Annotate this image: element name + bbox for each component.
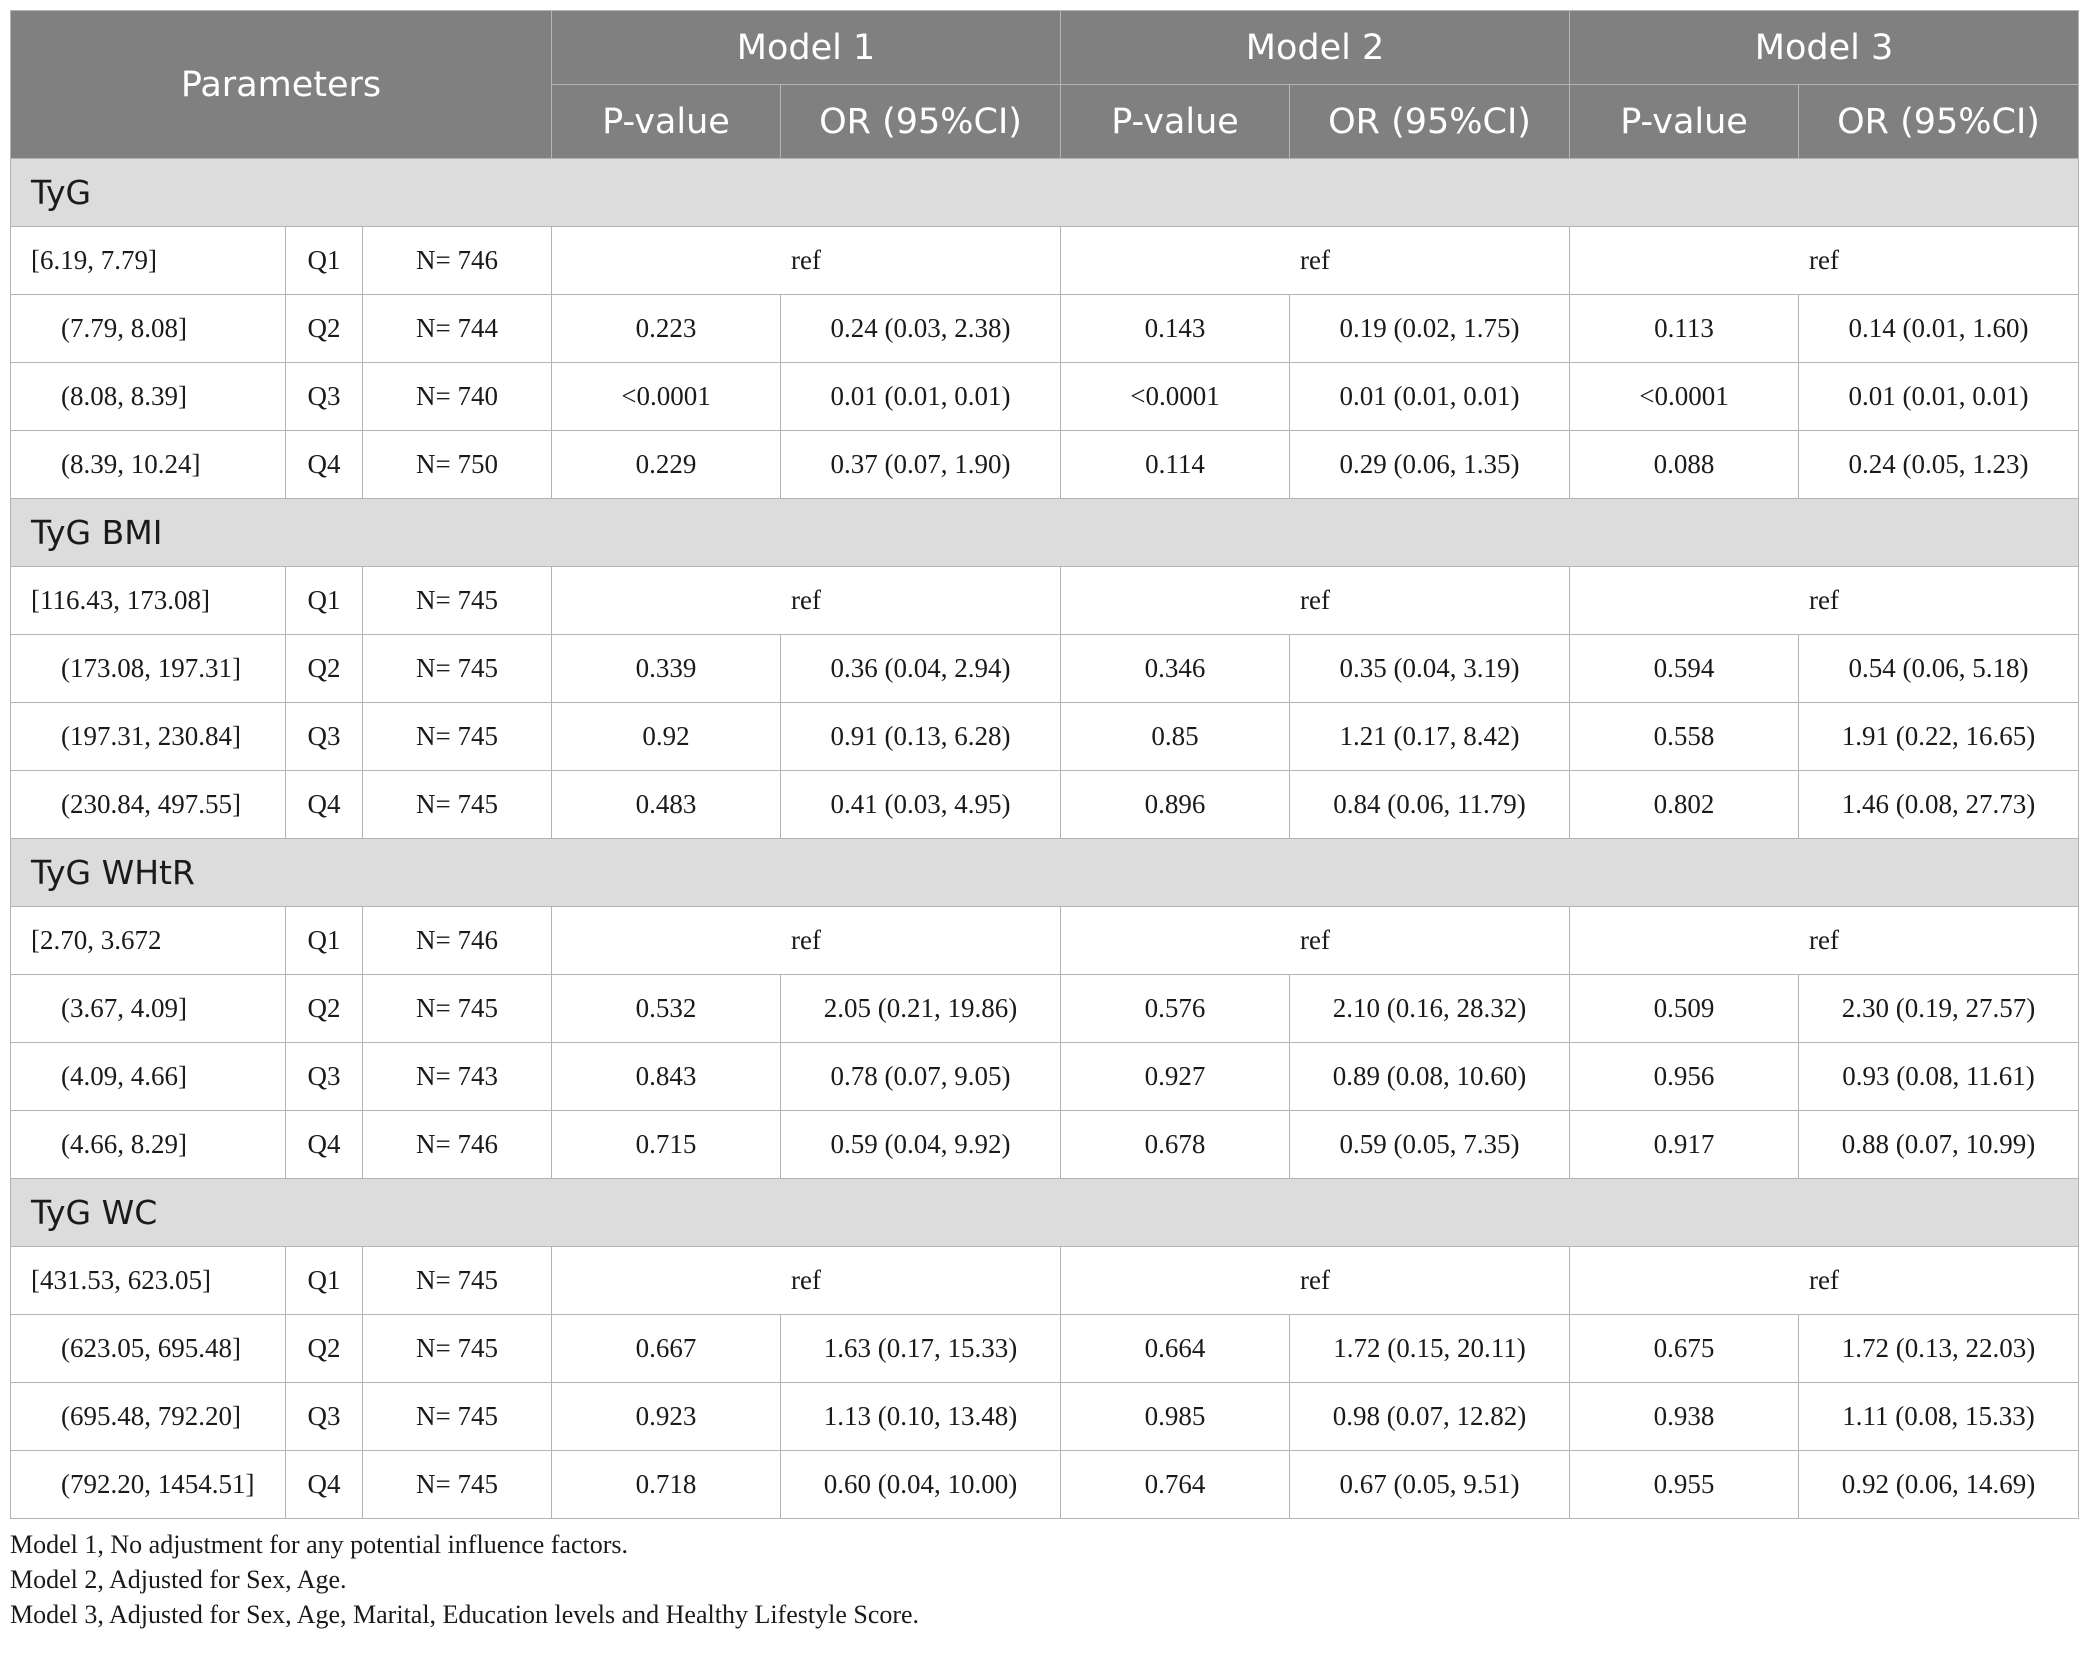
p-value-cell: 0.143 — [1061, 295, 1290, 363]
n-cell: N= 740 — [363, 363, 552, 431]
p-value-cell: 0.223 — [552, 295, 781, 363]
table-row — [11, 227, 2079, 295]
p-value-cell: 0.346 — [1061, 635, 1290, 703]
quartile-cell: Q1 — [286, 1247, 363, 1315]
p-value-cell: 0.576 — [1061, 975, 1290, 1043]
note-model-2: Model 2, Adjusted for Sex, Age. — [10, 1565, 347, 1594]
p-value-cell: <0.0001 — [552, 363, 781, 431]
p-value-cell: 0.927 — [1061, 1043, 1290, 1111]
ref-cell: ref — [552, 1247, 1061, 1315]
range-cell: (7.79, 8.08] — [11, 295, 286, 363]
ref-cell: ref — [1570, 907, 2079, 975]
quartile-cell: Q1 — [286, 567, 363, 635]
or-cell: 0.98 (0.07, 12.82) — [1290, 1383, 1570, 1451]
p-value-cell: 0.715 — [552, 1111, 781, 1179]
p-value-cell: 0.532 — [552, 975, 781, 1043]
quartile-cell: Q2 — [286, 975, 363, 1043]
n-cell: N= 745 — [363, 1247, 552, 1315]
group-label: TyG — [11, 159, 2079, 227]
range-cell: (4.66, 8.29] — [11, 1111, 286, 1179]
n-cell: N= 745 — [363, 1451, 552, 1519]
or-cell: 0.24 (0.03, 2.38) — [781, 295, 1061, 363]
table-row — [11, 1247, 2079, 1315]
n-cell: N= 745 — [363, 703, 552, 771]
or-cell: 1.46 (0.08, 27.73) — [1799, 771, 2079, 839]
or-cell: 0.19 (0.02, 1.75) — [1290, 295, 1570, 363]
p-value-header: P-value — [552, 85, 781, 159]
p-value-cell: 0.85 — [1061, 703, 1290, 771]
range-cell: (197.31, 230.84] — [11, 703, 286, 771]
table-row — [11, 1451, 2079, 1519]
p-value-header: P-value — [1061, 85, 1290, 159]
or-cell: 0.29 (0.06, 1.35) — [1290, 431, 1570, 499]
quartile-cell: Q3 — [286, 1043, 363, 1111]
table-row — [11, 1315, 2079, 1383]
p-value-cell: 0.114 — [1061, 431, 1290, 499]
or-cell: 0.14 (0.01, 1.60) — [1799, 295, 2079, 363]
table-row — [11, 703, 2079, 771]
n-cell: N= 745 — [363, 975, 552, 1043]
table-row — [11, 1043, 2079, 1111]
table-row — [11, 431, 2079, 499]
p-value-cell: 0.985 — [1061, 1383, 1290, 1451]
n-cell: N= 745 — [363, 1315, 552, 1383]
ref-cell: ref — [552, 227, 1061, 295]
p-value-cell: <0.0001 — [1570, 363, 1799, 431]
n-cell: N= 746 — [363, 1111, 552, 1179]
p-value-cell: 0.675 — [1570, 1315, 1799, 1383]
p-value-header: P-value — [1570, 85, 1799, 159]
n-cell: N= 745 — [363, 1383, 552, 1451]
p-value-cell: 0.917 — [1570, 1111, 1799, 1179]
parameters-header: Parameters — [11, 11, 552, 159]
table-row — [11, 907, 2079, 975]
or-cell: 0.01 (0.01, 0.01) — [1290, 363, 1570, 431]
p-value-cell: 0.764 — [1061, 1451, 1290, 1519]
n-cell: N= 745 — [363, 771, 552, 839]
quartile-cell: Q3 — [286, 703, 363, 771]
p-value-cell: 0.113 — [1570, 295, 1799, 363]
or-cell: 0.54 (0.06, 5.18) — [1799, 635, 2079, 703]
range-cell: (3.67, 4.09] — [11, 975, 286, 1043]
group-row — [11, 839, 2079, 907]
range-cell: [6.19, 7.79] — [11, 227, 286, 295]
range-cell: (173.08, 197.31] — [11, 635, 286, 703]
ref-cell: ref — [1061, 227, 1570, 295]
p-value-cell: 0.938 — [1570, 1383, 1799, 1451]
or-cell: 1.91 (0.22, 16.65) — [1799, 703, 2079, 771]
ref-cell: ref — [1061, 1247, 1570, 1315]
p-value-cell: 0.088 — [1570, 431, 1799, 499]
range-cell: (8.08, 8.39] — [11, 363, 286, 431]
ref-cell: ref — [552, 567, 1061, 635]
table-row — [11, 363, 2079, 431]
n-cell: N= 746 — [363, 907, 552, 975]
or-header: OR (95%CI) — [781, 85, 1061, 159]
model-2-header: Model 2 — [1061, 11, 1570, 85]
or-cell: 1.63 (0.17, 15.33) — [781, 1315, 1061, 1383]
p-value-cell: 0.843 — [552, 1043, 781, 1111]
p-value-cell: 0.483 — [552, 771, 781, 839]
p-value-cell: 0.678 — [1061, 1111, 1290, 1179]
or-cell: 1.21 (0.17, 8.42) — [1290, 703, 1570, 771]
quartile-cell: Q2 — [286, 635, 363, 703]
range-cell: [431.53, 623.05] — [11, 1247, 286, 1315]
or-cell: 0.37 (0.07, 1.90) — [781, 431, 1061, 499]
table-header — [11, 11, 2079, 159]
p-value-cell: 0.92 — [552, 703, 781, 771]
or-cell: 0.01 (0.01, 0.01) — [1799, 363, 2079, 431]
p-value-cell: 0.664 — [1061, 1315, 1290, 1383]
quartile-cell: Q3 — [286, 1383, 363, 1451]
range-cell: (623.05, 695.48] — [11, 1315, 286, 1383]
group-row — [11, 159, 2079, 227]
p-value-cell: <0.0001 — [1061, 363, 1290, 431]
group-label: TyG WC — [11, 1179, 2079, 1247]
group-label: TyG BMI — [11, 499, 2079, 567]
quartile-cell: Q1 — [286, 227, 363, 295]
n-cell: N= 743 — [363, 1043, 552, 1111]
or-cell: 2.05 (0.21, 19.86) — [781, 975, 1061, 1043]
table-row — [11, 635, 2079, 703]
range-cell: (792.20, 1454.51] — [11, 1451, 286, 1519]
n-cell: N= 745 — [363, 567, 552, 635]
range-cell: [116.43, 173.08] — [11, 567, 286, 635]
group-label: TyG WHtR — [11, 839, 2079, 907]
group-row — [11, 1179, 2079, 1247]
or-cell: 2.30 (0.19, 27.57) — [1799, 975, 2079, 1043]
group-row — [11, 499, 2079, 567]
p-value-cell: 0.802 — [1570, 771, 1799, 839]
or-cell: 2.10 (0.16, 28.32) — [1290, 975, 1570, 1043]
p-value-cell: 0.923 — [552, 1383, 781, 1451]
ref-cell: ref — [1061, 907, 1570, 975]
or-cell: 0.91 (0.13, 6.28) — [781, 703, 1061, 771]
table-row — [11, 567, 2079, 635]
or-cell: 0.36 (0.04, 2.94) — [781, 635, 1061, 703]
or-cell: 1.72 (0.13, 22.03) — [1799, 1315, 2079, 1383]
model-3-header: Model 3 — [1570, 11, 2079, 85]
n-cell: N= 745 — [363, 635, 552, 703]
p-value-cell: 0.718 — [552, 1451, 781, 1519]
quartile-cell: Q4 — [286, 431, 363, 499]
or-cell: 0.78 (0.07, 9.05) — [781, 1043, 1061, 1111]
range-cell: (230.84, 497.55] — [11, 771, 286, 839]
table-row — [11, 975, 2079, 1043]
or-cell: 0.35 (0.04, 3.19) — [1290, 635, 1570, 703]
or-cell: 0.84 (0.06, 11.79) — [1290, 771, 1570, 839]
p-value-cell: 0.558 — [1570, 703, 1799, 771]
quartile-cell: Q2 — [286, 295, 363, 363]
n-cell: N= 744 — [363, 295, 552, 363]
results-table — [10, 10, 2079, 1519]
range-cell: (695.48, 792.20] — [11, 1383, 286, 1451]
quartile-cell: Q3 — [286, 363, 363, 431]
n-cell: N= 746 — [363, 227, 552, 295]
or-header: OR (95%CI) — [1799, 85, 2079, 159]
or-cell: 0.89 (0.08, 10.60) — [1290, 1043, 1570, 1111]
table-row — [11, 771, 2079, 839]
or-cell: 0.88 (0.07, 10.99) — [1799, 1111, 2079, 1179]
quartile-cell: Q1 — [286, 907, 363, 975]
or-cell: 0.41 (0.03, 4.95) — [781, 771, 1061, 839]
ref-cell: ref — [1570, 1247, 2079, 1315]
or-cell: 1.72 (0.15, 20.11) — [1290, 1315, 1570, 1383]
or-cell: 0.59 (0.04, 9.92) — [781, 1111, 1061, 1179]
p-value-cell: 0.955 — [1570, 1451, 1799, 1519]
range-cell: (8.39, 10.24] — [11, 431, 286, 499]
ref-cell: ref — [1570, 567, 2079, 635]
p-value-cell: 0.509 — [1570, 975, 1799, 1043]
p-value-cell: 0.339 — [552, 635, 781, 703]
quartile-cell: Q4 — [286, 1451, 363, 1519]
or-cell: 0.92 (0.06, 14.69) — [1799, 1451, 2079, 1519]
range-cell: (4.09, 4.66] — [11, 1043, 286, 1111]
note-model-1: Model 1, No adjustment for any potential influence factors. — [10, 1530, 629, 1559]
table-body — [11, 159, 2079, 1519]
ref-cell: ref — [1061, 567, 1570, 635]
or-cell: 0.67 (0.05, 9.51) — [1290, 1451, 1570, 1519]
or-header: OR (95%CI) — [1290, 85, 1570, 159]
table-notes — [10, 1527, 2079, 1632]
or-cell: 0.59 (0.05, 7.35) — [1290, 1111, 1570, 1179]
p-value-cell: 0.956 — [1570, 1043, 1799, 1111]
note-model-3: Model 3, Adjusted for Sex, Age, Marital, Education levels and Healthy Lifestyle Score. — [10, 1600, 920, 1629]
table-row — [11, 1383, 2079, 1451]
table-row — [11, 1111, 2079, 1179]
ref-cell: ref — [1570, 227, 2079, 295]
p-value-cell: 0.896 — [1061, 771, 1290, 839]
ref-cell: ref — [552, 907, 1061, 975]
or-cell: 0.24 (0.05, 1.23) — [1799, 431, 2079, 499]
or-cell: 1.13 (0.10, 13.48) — [781, 1383, 1061, 1451]
or-cell: 0.01 (0.01, 0.01) — [781, 363, 1061, 431]
model-1-header: Model 1 — [552, 11, 1061, 85]
or-cell: 1.11 (0.08, 15.33) — [1799, 1383, 2079, 1451]
table-row — [11, 295, 2079, 363]
n-cell: N= 750 — [363, 431, 552, 499]
table-container — [10, 10, 2079, 1632]
range-cell: [2.70, 3.672 — [11, 907, 286, 975]
or-cell: 0.60 (0.04, 10.00) — [781, 1451, 1061, 1519]
or-cell: 0.93 (0.08, 11.61) — [1799, 1043, 2079, 1111]
quartile-cell: Q4 — [286, 1111, 363, 1179]
p-value-cell: 0.667 — [552, 1315, 781, 1383]
p-value-cell: 0.229 — [552, 431, 781, 499]
quartile-cell: Q2 — [286, 1315, 363, 1383]
quartile-cell: Q4 — [286, 771, 363, 839]
p-value-cell: 0.594 — [1570, 635, 1799, 703]
